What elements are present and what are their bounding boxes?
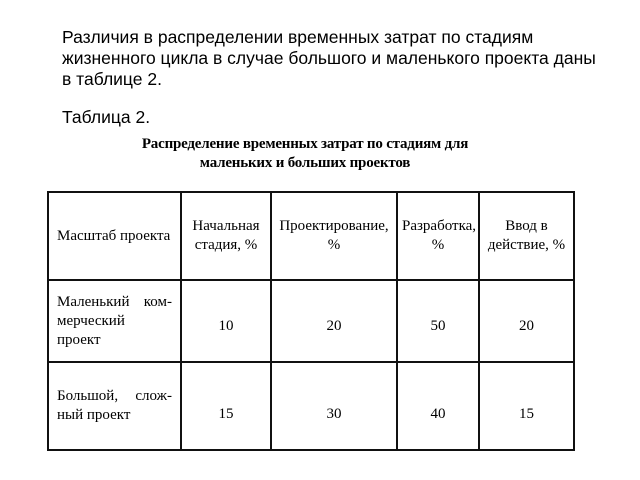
- table-row: [48, 280, 574, 362]
- header-deployment: Ввод в действие, %: [479, 192, 574, 280]
- table-title-line-2: маленьких и больших проектов: [199, 155, 411, 171]
- table-row: [48, 362, 574, 450]
- cell-value: 15: [181, 362, 271, 450]
- header-design: Проектирование, %: [271, 192, 397, 280]
- cell-value: 40: [397, 362, 479, 450]
- table-title-line-1: Распределение временных затрат по стадиям для: [141, 136, 469, 152]
- header-development: Разработка, %: [397, 192, 479, 280]
- cell-value: 20: [271, 280, 397, 362]
- cell-value: 20: [479, 280, 574, 362]
- header-project-scale: Масштаб проекта: [48, 192, 181, 280]
- intro-paragraph: Различия в распределении временных затрат по стадиям жизненного цикла в случае большого и маленького проекта даны в таблице 2.: [62, 27, 596, 89]
- table-caption: Таблица 2.: [62, 107, 151, 127]
- cell-value: 15: [479, 362, 574, 450]
- table-title: [130, 135, 480, 173]
- table-header-row: [48, 192, 574, 280]
- row-label-small-project: Маленький ком-мерческий проект: [48, 280, 181, 362]
- cell-value: 10: [181, 280, 271, 362]
- cell-value: 50: [397, 280, 479, 362]
- row-label-large-project: Большой, слож-ный проект: [48, 362, 181, 450]
- cell-value: 30: [271, 362, 397, 450]
- header-initial-stage: Начальная стадия, %: [181, 192, 271, 280]
- time-distribution-table: [47, 191, 575, 451]
